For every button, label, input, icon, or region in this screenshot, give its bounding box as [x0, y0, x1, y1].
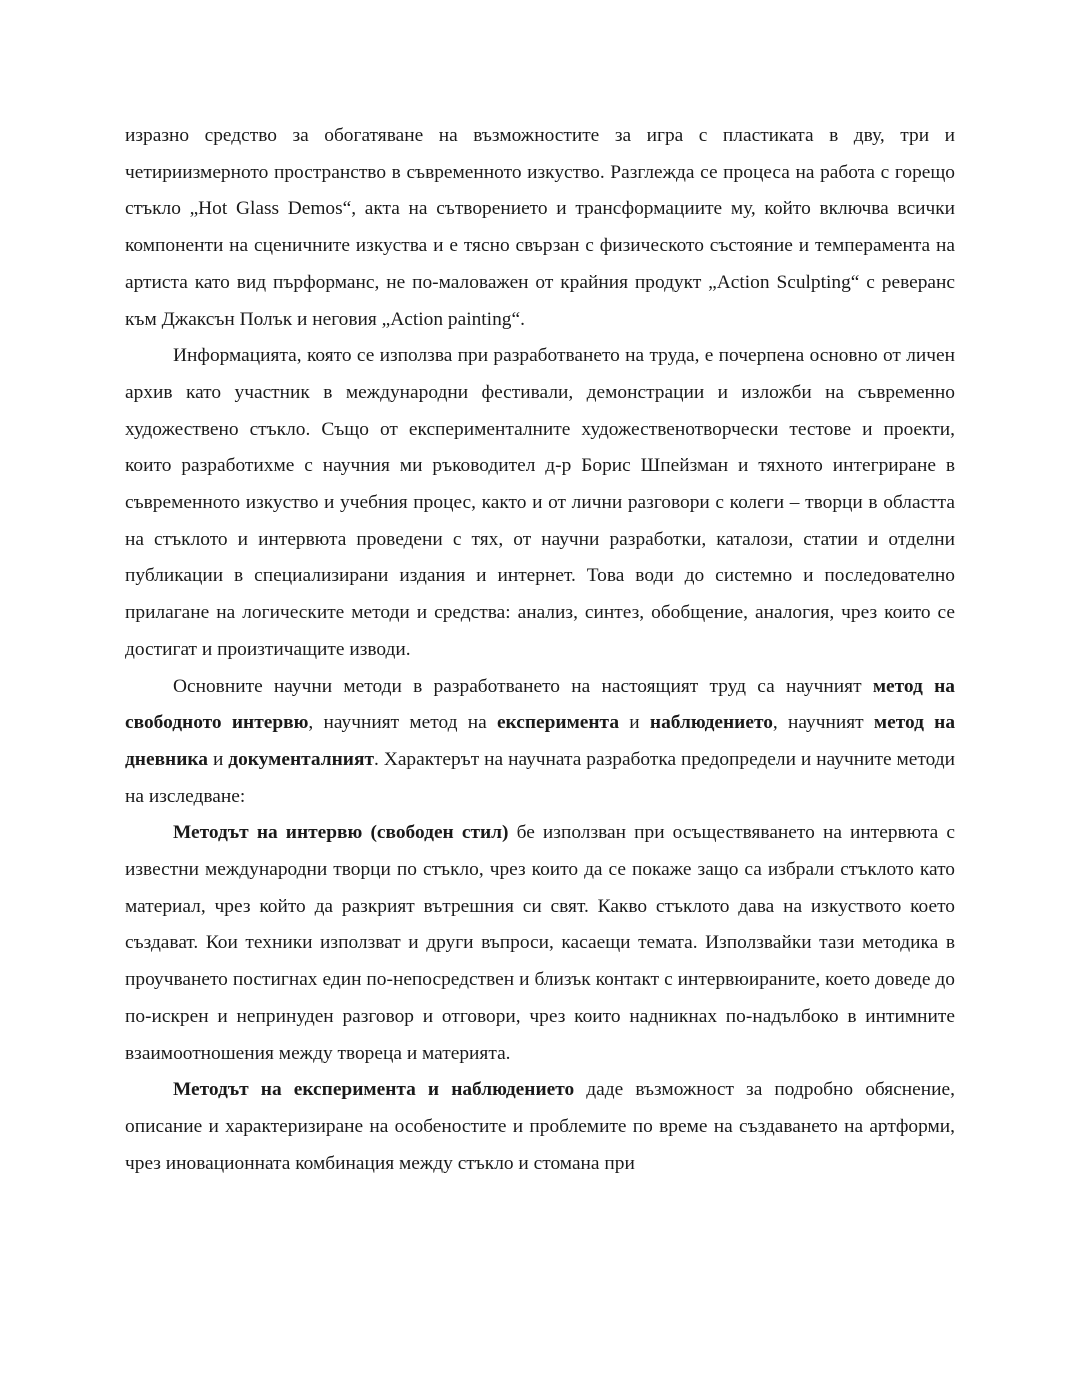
- paragraph-2-text: Информацията, която се използва при разработването на труда, е почерпена основно от личен архив като участник в международни фестивали, демонстрации и изложби на съвременно художествено стъкло. Също от експерименталните художественотворчески тестове и проекти, които разработихме с научния ми ръководител д-р Борис Шпейзман и тяхното интегриране в съвременното изкуство и учебния процес, както и от лични разговори с колеги – творци в областта на стъклото и интервюта проведени с тях, от научни разработки, каталози, статии и отделни публикации в специализирани издания и интернет. Това води до системно и последователно прилагане на логическите методи и средства: анализ, синтез, обобщение, аналогия, чрез които се достигат и произтичащите изводи.: [125, 345, 955, 660]
- paragraph-3-bold-experiment: експеримента: [496, 712, 620, 734]
- paragraph-3-bold-observation: наблюдението: [649, 712, 773, 734]
- paragraph-3-run-11: . Характерът на научната разработка предопредели и научните методи на изследване:: [125, 748, 955, 807]
- paragraph-3-bold-free-interview: метод на свободното интервю: [125, 675, 955, 734]
- paragraph-3-run-9: и: [207, 748, 229, 770]
- document-page: [125, 118, 955, 1182]
- paragraph-3-bold-diary-method: метод на дневника: [125, 712, 956, 770]
- paragraph-5-bold-experiment-method: Методът на експеримента и наблюдението: [173, 1079, 575, 1101]
- paragraph-3-bold-documentary: документалният: [228, 748, 374, 770]
- paragraph-3-run-3: , научният метод на: [308, 712, 497, 734]
- paragraph-3: [125, 669, 955, 816]
- paragraph-5-text: даде възможност за подробно обяснение, описание и характеризиране на особеностите и проблемите по време на създаването на артформи, чрез иновационната комбинация между стъкло и стомана при: [125, 1079, 955, 1174]
- paragraph-5: [125, 1072, 955, 1182]
- paragraph-3-run-1: Основните научни методи в разработването на настоящият труд са научният: [173, 675, 873, 697]
- paragraph-1: [125, 118, 955, 338]
- paragraph-4: [125, 815, 955, 1072]
- paragraph-4-bold-interview-method: Методът на интервю (свободен стил): [173, 822, 509, 844]
- paragraph-4-text: бе използван при осъществяването на интервюта с известни международни творци по стъкло, чрез които да се покаже защо са избрали стъклото като материал, чрез който да разкрият вътрешния си свят. Какво стъклото дава на изкуството което създават. Кои техники използват и други въпроси, касаещи темата. Използвайки тази методика в проучването постигнах един по-непосредствен и близък контакт с интервюираните, което доведе до по-искрен и непринуден разговор и отговори, чрез които надникнах по-надълбоко в интимните взаимоотношения между твореца и материята.: [125, 822, 955, 1064]
- paragraph-3-run-5: и: [619, 712, 650, 734]
- paragraph-2: [125, 338, 955, 668]
- paragraph-3-run-7: , научният: [772, 712, 874, 734]
- paragraph-1-text: изразно средство за обогатяване на възможностите за игра с пластиката в дву, три и четириизмерното пространство в съвременното изкуство. Разглежда се процеса на работа с горещо стъкло „Hot Glass Demos“, акта на сътворението и трансформациите му, който включва всички компоненти на сценичните изкуства и е тясно свързан с физическото състояние и темперамента на артиста като вид пърформанс, не по-маловажен от крайния продукт „Action Sculpting“ с реверанс към Джаксън Полък и неговия „Action painting“.: [125, 125, 955, 330]
